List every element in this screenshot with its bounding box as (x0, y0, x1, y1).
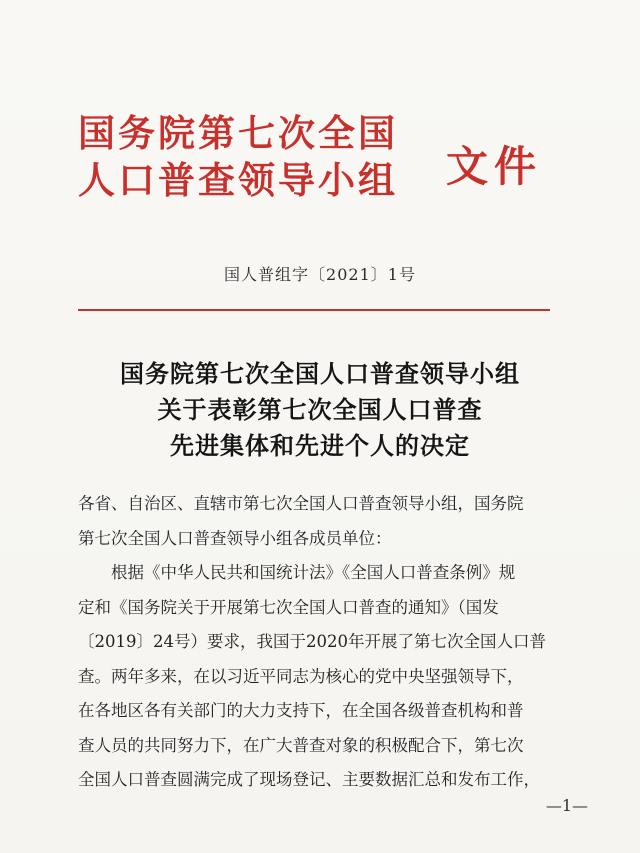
document-title (0, 356, 640, 464)
paragraph-line-5: 在各地区各有关部门的大力支持下，在全国各级普查机构和普 (78, 701, 524, 720)
title-line-1: 国务院第七次全国人口普查领导小组 (120, 359, 520, 388)
paragraph-line-1: 根据《中华人民共和国统计法》《全国人口普查条例》规 (111, 563, 516, 582)
title-line-2: 关于表彰第七次全国人口普查 (157, 395, 483, 424)
document-body (78, 487, 558, 798)
page-number: —1— (545, 796, 588, 815)
paragraph-line-7: 全国人口普查圆满完成了现场登记、主要数据汇总和发布工作， (78, 770, 540, 789)
salutation-line-2: 第七次全国人口普查领导小组各成员单位： (78, 528, 392, 548)
red-divider-line (78, 309, 550, 311)
issuing-organization-line-2: 人口普查领导小组 (78, 158, 398, 202)
paragraph-line-6: 查人员的共同努力下，在广大普查对象的积极配合下，第七次 (78, 735, 524, 755)
salutation-line-1: 各省、自治区、直辖市第七次全国人口普查领导小组，国务院 (78, 494, 524, 513)
issuing-organization-line-1: 国务院第七次全国 (78, 111, 398, 155)
paragraph-line-2: 定和《国务院关于开展第七次全国人口普查的通知》（国发 (78, 597, 499, 617)
document-number: 国人普组字〔2021〕1号 (224, 265, 416, 284)
document-label: 文件 (446, 142, 543, 191)
issuing-organization (78, 110, 418, 204)
title-line-3: 先进集体和先进个人的决定 (170, 431, 470, 460)
paragraph-line-3: 〔2019〕24号）要求，我国于2020年开展了第七次全国人口普 (78, 632, 546, 651)
paragraph-line-4: 查。两年多来，在以习近平同志为核心的党中央坚强领导下， (78, 666, 524, 686)
